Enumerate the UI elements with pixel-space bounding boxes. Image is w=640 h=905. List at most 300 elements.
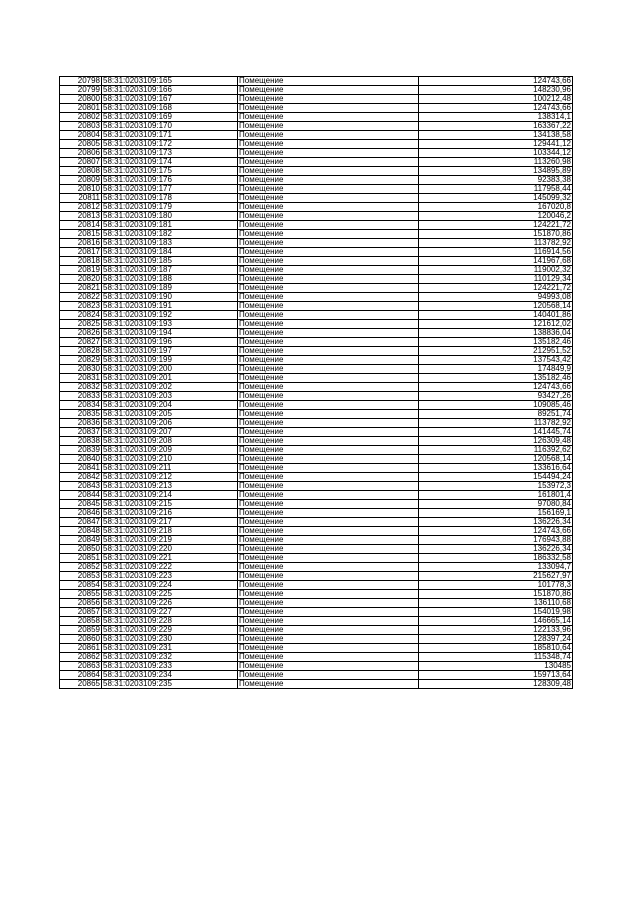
table-row xyxy=(60,203,573,212)
table-row xyxy=(60,608,573,617)
object-type-cell: Помещение xyxy=(238,419,419,428)
table-row xyxy=(60,104,573,113)
table-row xyxy=(60,491,573,500)
cadastral-value-cell: 134138,58 xyxy=(419,131,573,140)
row-number-cell: 20861 xyxy=(60,644,102,653)
row-number-cell: 20814 xyxy=(60,221,102,230)
object-type-cell: Помещение xyxy=(238,554,419,563)
row-number-cell: 20851 xyxy=(60,554,102,563)
object-type-cell: Помещение xyxy=(238,275,419,284)
object-type-cell: Помещение xyxy=(238,221,419,230)
table-row xyxy=(60,221,573,230)
table-row xyxy=(60,383,573,392)
row-number-cell: 20820 xyxy=(60,275,102,284)
cadastral-number-cell: 58:31:0203109:173 xyxy=(102,149,238,158)
object-type-cell: Помещение xyxy=(238,302,419,311)
cadastral-number-cell: 58:31:0203109:191 xyxy=(102,302,238,311)
cadastral-value-cell: 120568,14 xyxy=(419,455,573,464)
row-number-cell: 20836 xyxy=(60,419,102,428)
table-row xyxy=(60,419,573,428)
cadastral-value-cell: 129441,12 xyxy=(419,140,573,149)
cadastral-number-cell: 58:31:0203109:216 xyxy=(102,509,238,518)
cadastral-number-cell: 58:31:0203109:213 xyxy=(102,482,238,491)
cadastral-value-cell: 136226,34 xyxy=(419,518,573,527)
row-number-cell: 20798 xyxy=(60,77,102,86)
table-row xyxy=(60,248,573,257)
table-row xyxy=(60,455,573,464)
cadastral-number-cell: 58:31:0203109:165 xyxy=(102,77,238,86)
row-number-cell: 20822 xyxy=(60,293,102,302)
object-type-cell: Помещение xyxy=(238,626,419,635)
cadastral-value-cell: 124743,66 xyxy=(419,527,573,536)
cadastral-number-cell: 58:31:0203109:227 xyxy=(102,608,238,617)
row-number-cell: 20809 xyxy=(60,176,102,185)
table-row xyxy=(60,302,573,311)
object-type-cell: Помещение xyxy=(238,401,419,410)
table-row xyxy=(60,176,573,185)
row-number-cell: 20850 xyxy=(60,545,102,554)
cadastral-value-cell: 101778,3 xyxy=(419,581,573,590)
cadastral-value-cell: 116914,56 xyxy=(419,248,573,257)
row-number-cell: 20821 xyxy=(60,284,102,293)
object-type-cell: Помещение xyxy=(238,392,419,401)
cadastral-value-cell: 133094,7 xyxy=(419,563,573,572)
row-number-cell: 20848 xyxy=(60,527,102,536)
cadastral-value-cell: 148230,96 xyxy=(419,86,573,95)
cadastral-number-cell: 58:31:0203109:171 xyxy=(102,131,238,140)
cadastral-value-cell: 109085,46 xyxy=(419,401,573,410)
cadastral-number-cell: 58:31:0203109:174 xyxy=(102,158,238,167)
cadastral-number-cell: 58:31:0203109:168 xyxy=(102,104,238,113)
row-number-cell: 20829 xyxy=(60,356,102,365)
row-number-cell: 20834 xyxy=(60,401,102,410)
table-row xyxy=(60,572,573,581)
object-type-cell: Помещение xyxy=(238,194,419,203)
cadastral-number-cell: 58:31:0203109:233 xyxy=(102,662,238,671)
object-type-cell: Помещение xyxy=(238,176,419,185)
row-number-cell: 20841 xyxy=(60,464,102,473)
cadastral-value-cell: 116392,62 xyxy=(419,446,573,455)
object-type-cell: Помещение xyxy=(238,500,419,509)
cadastral-number-cell: 58:31:0203109:207 xyxy=(102,428,238,437)
table-row xyxy=(60,518,573,527)
object-type-cell: Помещение xyxy=(238,212,419,221)
row-number-cell: 20839 xyxy=(60,446,102,455)
table-row xyxy=(60,599,573,608)
cadastral-value-cell: 153972,3 xyxy=(419,482,573,491)
object-type-cell: Помещение xyxy=(238,158,419,167)
cadastral-number-cell: 58:31:0203109:202 xyxy=(102,383,238,392)
cadastral-number-cell: 58:31:0203109:210 xyxy=(102,455,238,464)
row-number-cell: 20845 xyxy=(60,500,102,509)
cadastral-number-cell: 58:31:0203109:217 xyxy=(102,518,238,527)
table-row xyxy=(60,428,573,437)
table-row xyxy=(60,410,573,419)
cadastral-value-cell: 167020,8 xyxy=(419,203,573,212)
object-type-cell: Помещение xyxy=(238,167,419,176)
row-number-cell: 20846 xyxy=(60,509,102,518)
cadastral-value-cell: 100212,48 xyxy=(419,95,573,104)
table-row xyxy=(60,527,573,536)
object-type-cell: Помещение xyxy=(238,86,419,95)
object-type-cell: Помещение xyxy=(238,455,419,464)
table-row xyxy=(60,311,573,320)
table-row xyxy=(60,266,573,275)
object-type-cell: Помещение xyxy=(238,329,419,338)
table-row xyxy=(60,365,573,374)
row-number-cell: 20807 xyxy=(60,158,102,167)
cadastral-number-cell: 58:31:0203109:231 xyxy=(102,644,238,653)
cadastral-number-cell: 58:31:0203109:177 xyxy=(102,185,238,194)
table-row xyxy=(60,284,573,293)
row-number-cell: 20804 xyxy=(60,131,102,140)
cadastral-number-cell: 58:31:0203109:190 xyxy=(102,293,238,302)
cadastral-number-cell: 58:31:0203109:203 xyxy=(102,392,238,401)
row-number-cell: 20831 xyxy=(60,374,102,383)
cadastral-number-cell: 58:31:0203109:230 xyxy=(102,635,238,644)
row-number-cell: 20849 xyxy=(60,536,102,545)
cadastral-value-cell: 113782,92 xyxy=(419,419,573,428)
object-type-cell: Помещение xyxy=(238,122,419,131)
object-type-cell: Помещение xyxy=(238,527,419,536)
row-number-cell: 20830 xyxy=(60,365,102,374)
cadastral-value-cell: 145099,32 xyxy=(419,194,573,203)
row-number-cell: 20818 xyxy=(60,257,102,266)
object-type-cell: Помещение xyxy=(238,644,419,653)
object-type-cell: Помещение xyxy=(238,383,419,392)
table-row xyxy=(60,347,573,356)
cadastral-value-cell: 117958,44 xyxy=(419,185,573,194)
cadastral-number-cell: 58:31:0203109:194 xyxy=(102,329,238,338)
object-type-cell: Помещение xyxy=(238,653,419,662)
row-number-cell: 20852 xyxy=(60,563,102,572)
table-row xyxy=(60,536,573,545)
object-type-cell: Помещение xyxy=(238,284,419,293)
cadastral-number-cell: 58:31:0203109:206 xyxy=(102,419,238,428)
cadastral-number-cell: 58:31:0203109:183 xyxy=(102,239,238,248)
cadastral-value-cell: 126309,48 xyxy=(419,437,573,446)
row-number-cell: 20855 xyxy=(60,590,102,599)
table-row xyxy=(60,86,573,95)
cadastral-number-cell: 58:31:0203109:188 xyxy=(102,275,238,284)
object-type-cell: Помещение xyxy=(238,338,419,347)
table-row xyxy=(60,329,573,338)
cadastral-number-cell: 58:31:0203109:222 xyxy=(102,563,238,572)
cadastral-number-cell: 58:31:0203109:226 xyxy=(102,599,238,608)
cadastral-value-cell: 138314,1 xyxy=(419,113,573,122)
object-type-cell: Помещение xyxy=(238,320,419,329)
data-table-body xyxy=(60,77,573,689)
row-number-cell: 20815 xyxy=(60,230,102,239)
object-type-cell: Помещение xyxy=(238,608,419,617)
table-row xyxy=(60,509,573,518)
cadastral-value-cell: 124743,66 xyxy=(419,383,573,392)
cadastral-value-cell: 136110,68 xyxy=(419,599,573,608)
object-type-cell: Помещение xyxy=(238,545,419,554)
row-number-cell: 20856 xyxy=(60,599,102,608)
cadastral-number-cell: 58:31:0203109:175 xyxy=(102,167,238,176)
cadastral-value-cell: 124743,66 xyxy=(419,104,573,113)
row-number-cell: 20810 xyxy=(60,185,102,194)
table-row xyxy=(60,671,573,680)
cadastral-number-cell: 58:31:0203109:192 xyxy=(102,311,238,320)
cadastral-value-cell: 141445,74 xyxy=(419,428,573,437)
cadastral-value-cell: 124221,72 xyxy=(419,221,573,230)
row-number-cell: 20864 xyxy=(60,671,102,680)
object-type-cell: Помещение xyxy=(238,473,419,482)
table-row xyxy=(60,149,573,158)
cadastral-number-cell: 58:31:0203109:211 xyxy=(102,464,238,473)
object-type-cell: Помещение xyxy=(238,509,419,518)
object-type-cell: Помещение xyxy=(238,293,419,302)
cadastral-number-cell: 58:31:0203109:200 xyxy=(102,365,238,374)
object-type-cell: Помещение xyxy=(238,77,419,86)
cadastral-number-cell: 58:31:0203109:229 xyxy=(102,626,238,635)
cadastral-value-cell: 135182,46 xyxy=(419,338,573,347)
table-row xyxy=(60,662,573,671)
row-number-cell: 20808 xyxy=(60,167,102,176)
object-type-cell: Помещение xyxy=(238,131,419,140)
cadastral-number-cell: 58:31:0203109:235 xyxy=(102,680,238,689)
cadastral-number-cell: 58:31:0203109:218 xyxy=(102,527,238,536)
row-number-cell: 20806 xyxy=(60,149,102,158)
cadastral-number-cell: 58:31:0203109:178 xyxy=(102,194,238,203)
cadastral-value-cell: 133616,64 xyxy=(419,464,573,473)
object-type-cell: Помещение xyxy=(238,662,419,671)
cadastral-value-cell: 138836,04 xyxy=(419,329,573,338)
cadastral-value-cell: 134895,89 xyxy=(419,167,573,176)
cadastral-number-cell: 58:31:0203109:220 xyxy=(102,545,238,554)
row-number-cell: 20862 xyxy=(60,653,102,662)
row-number-cell: 20799 xyxy=(60,86,102,95)
object-type-cell: Помещение xyxy=(238,482,419,491)
cadastral-number-cell: 58:31:0203109:219 xyxy=(102,536,238,545)
cadastral-number-cell: 58:31:0203109:225 xyxy=(102,590,238,599)
object-type-cell: Помещение xyxy=(238,536,419,545)
row-number-cell: 20863 xyxy=(60,662,102,671)
table-row xyxy=(60,500,573,509)
table-row xyxy=(60,293,573,302)
cadastral-value-cell: 93427,26 xyxy=(419,392,573,401)
cadastral-number-cell: 58:31:0203109:185 xyxy=(102,257,238,266)
cadastral-number-cell: 58:31:0203109:215 xyxy=(102,500,238,509)
cadastral-value-cell: 185810,64 xyxy=(419,644,573,653)
cadastral-value-cell: 92383,38 xyxy=(419,176,573,185)
cadastral-value-cell: 141967,68 xyxy=(419,257,573,266)
cadastral-number-cell: 58:31:0203109:184 xyxy=(102,248,238,257)
cadastral-value-cell: 154494,24 xyxy=(419,473,573,482)
object-type-cell: Помещение xyxy=(238,572,419,581)
cadastral-value-cell: 161801,4 xyxy=(419,491,573,500)
row-number-cell: 20824 xyxy=(60,311,102,320)
cadastral-number-cell: 58:31:0203109:209 xyxy=(102,446,238,455)
object-type-cell: Помещение xyxy=(238,140,419,149)
cadastral-value-cell: 140401,86 xyxy=(419,311,573,320)
table-row xyxy=(60,194,573,203)
object-type-cell: Помещение xyxy=(238,599,419,608)
table-row xyxy=(60,590,573,599)
cadastral-value-cell: 159713,64 xyxy=(419,671,573,680)
table-row xyxy=(60,653,573,662)
object-type-cell: Помещение xyxy=(238,203,419,212)
table-row xyxy=(60,212,573,221)
object-type-cell: Помещение xyxy=(238,239,419,248)
table-row xyxy=(60,545,573,554)
row-number-cell: 20819 xyxy=(60,266,102,275)
cadastral-number-cell: 58:31:0203109:166 xyxy=(102,86,238,95)
row-number-cell: 20811 xyxy=(60,194,102,203)
row-number-cell: 20816 xyxy=(60,239,102,248)
cadastral-value-cell: 97080,84 xyxy=(419,500,573,509)
cadastral-number-cell: 58:31:0203109:169 xyxy=(102,113,238,122)
row-number-cell: 20835 xyxy=(60,410,102,419)
cadastral-number-cell: 58:31:0203109:187 xyxy=(102,266,238,275)
row-number-cell: 20858 xyxy=(60,617,102,626)
cadastral-number-cell: 58:31:0203109:197 xyxy=(102,347,238,356)
cadastral-number-cell: 58:31:0203109:193 xyxy=(102,320,238,329)
table-row xyxy=(60,230,573,239)
cadastral-number-cell: 58:31:0203109:214 xyxy=(102,491,238,500)
cadastral-value-cell: 156169,1 xyxy=(419,509,573,518)
cadastral-number-cell: 58:31:0203109:204 xyxy=(102,401,238,410)
cadastral-number-cell: 58:31:0203109:234 xyxy=(102,671,238,680)
object-type-cell: Помещение xyxy=(238,149,419,158)
object-type-cell: Помещение xyxy=(238,590,419,599)
cadastral-value-cell: 89251,74 xyxy=(419,410,573,419)
row-number-cell: 20801 xyxy=(60,104,102,113)
table-row xyxy=(60,401,573,410)
cadastral-number-cell: 58:31:0203109:182 xyxy=(102,230,238,239)
cadastral-value-cell: 113260,98 xyxy=(419,158,573,167)
table-row xyxy=(60,374,573,383)
row-number-cell: 20827 xyxy=(60,338,102,347)
table-row xyxy=(60,356,573,365)
cadastral-number-cell: 58:31:0203109:208 xyxy=(102,437,238,446)
object-type-cell: Помещение xyxy=(238,185,419,194)
object-type-cell: Помещение xyxy=(238,311,419,320)
cadastral-value-cell: 124221,72 xyxy=(419,284,573,293)
object-type-cell: Помещение xyxy=(238,347,419,356)
object-type-cell: Помещение xyxy=(238,680,419,689)
row-number-cell: 20857 xyxy=(60,608,102,617)
table-row xyxy=(60,185,573,194)
object-type-cell: Помещение xyxy=(238,437,419,446)
cadastral-number-cell: 58:31:0203109:205 xyxy=(102,410,238,419)
cadastral-value-cell: 135182,46 xyxy=(419,374,573,383)
cadastral-value-cell: 120046,2 xyxy=(419,212,573,221)
object-type-cell: Помещение xyxy=(238,365,419,374)
row-number-cell: 20826 xyxy=(60,329,102,338)
object-type-cell: Помещение xyxy=(238,581,419,590)
object-type-cell: Помещение xyxy=(238,230,419,239)
table-row xyxy=(60,239,573,248)
table-row xyxy=(60,680,573,689)
cadastral-value-cell: 124743,66 xyxy=(419,77,573,86)
table-row xyxy=(60,275,573,284)
row-number-cell: 20802 xyxy=(60,113,102,122)
cadastral-value-cell: 215627,97 xyxy=(419,572,573,581)
object-type-cell: Помещение xyxy=(238,671,419,680)
row-number-cell: 20813 xyxy=(60,212,102,221)
data-table xyxy=(59,76,573,689)
table-row xyxy=(60,257,573,266)
cadastral-value-cell: 151870,86 xyxy=(419,590,573,599)
row-number-cell: 20805 xyxy=(60,140,102,149)
table-row xyxy=(60,554,573,563)
row-number-cell: 20832 xyxy=(60,383,102,392)
object-type-cell: Помещение xyxy=(238,356,419,365)
table-row xyxy=(60,113,573,122)
object-type-cell: Помещение xyxy=(238,428,419,437)
cadastral-value-cell: 176943,88 xyxy=(419,536,573,545)
table-row xyxy=(60,626,573,635)
table-row xyxy=(60,437,573,446)
cadastral-value-cell: 151870,86 xyxy=(419,230,573,239)
table-row xyxy=(60,320,573,329)
cadastral-number-cell: 58:31:0203109:179 xyxy=(102,203,238,212)
cadastral-number-cell: 58:31:0203109:167 xyxy=(102,95,238,104)
row-number-cell: 20853 xyxy=(60,572,102,581)
cadastral-number-cell: 58:31:0203109:224 xyxy=(102,581,238,590)
row-number-cell: 20800 xyxy=(60,95,102,104)
table-row xyxy=(60,95,573,104)
object-type-cell: Помещение xyxy=(238,518,419,527)
cadastral-value-cell: 136226,34 xyxy=(419,545,573,554)
object-type-cell: Помещение xyxy=(238,410,419,419)
table-row xyxy=(60,581,573,590)
cadastral-value-cell: 154019,98 xyxy=(419,608,573,617)
row-number-cell: 20828 xyxy=(60,347,102,356)
object-type-cell: Помещение xyxy=(238,257,419,266)
row-number-cell: 20847 xyxy=(60,518,102,527)
cadastral-number-cell: 58:31:0203109:170 xyxy=(102,122,238,131)
table-row xyxy=(60,338,573,347)
cadastral-value-cell: 113782,92 xyxy=(419,239,573,248)
table-row xyxy=(60,464,573,473)
cadastral-value-cell: 119002,32 xyxy=(419,266,573,275)
cadastral-number-cell: 58:31:0203109:189 xyxy=(102,284,238,293)
object-type-cell: Помещение xyxy=(238,464,419,473)
row-number-cell: 20860 xyxy=(60,635,102,644)
cadastral-number-cell: 58:31:0203109:223 xyxy=(102,572,238,581)
cadastral-number-cell: 58:31:0203109:232 xyxy=(102,653,238,662)
cadastral-value-cell: 120568,14 xyxy=(419,302,573,311)
cadastral-value-cell: 94993,08 xyxy=(419,293,573,302)
object-type-cell: Помещение xyxy=(238,266,419,275)
table-row xyxy=(60,167,573,176)
object-type-cell: Помещение xyxy=(238,374,419,383)
object-type-cell: Помещение xyxy=(238,104,419,113)
object-type-cell: Помещение xyxy=(238,617,419,626)
table-row xyxy=(60,644,573,653)
row-number-cell: 20823 xyxy=(60,302,102,311)
row-number-cell: 20817 xyxy=(60,248,102,257)
row-number-cell: 20837 xyxy=(60,428,102,437)
cadastral-value-cell: 122133,96 xyxy=(419,626,573,635)
cadastral-value-cell: 212951,52 xyxy=(419,347,573,356)
row-number-cell: 20844 xyxy=(60,491,102,500)
cadastral-value-cell: 128309,48 xyxy=(419,680,573,689)
row-number-cell: 20840 xyxy=(60,455,102,464)
object-type-cell: Помещение xyxy=(238,248,419,257)
cadastral-number-cell: 58:31:0203109:181 xyxy=(102,221,238,230)
object-type-cell: Помещение xyxy=(238,635,419,644)
object-type-cell: Помещение xyxy=(238,563,419,572)
table-row xyxy=(60,617,573,626)
table-row xyxy=(60,482,573,491)
cadastral-value-cell: 174849,9 xyxy=(419,365,573,374)
row-number-cell: 20865 xyxy=(60,680,102,689)
